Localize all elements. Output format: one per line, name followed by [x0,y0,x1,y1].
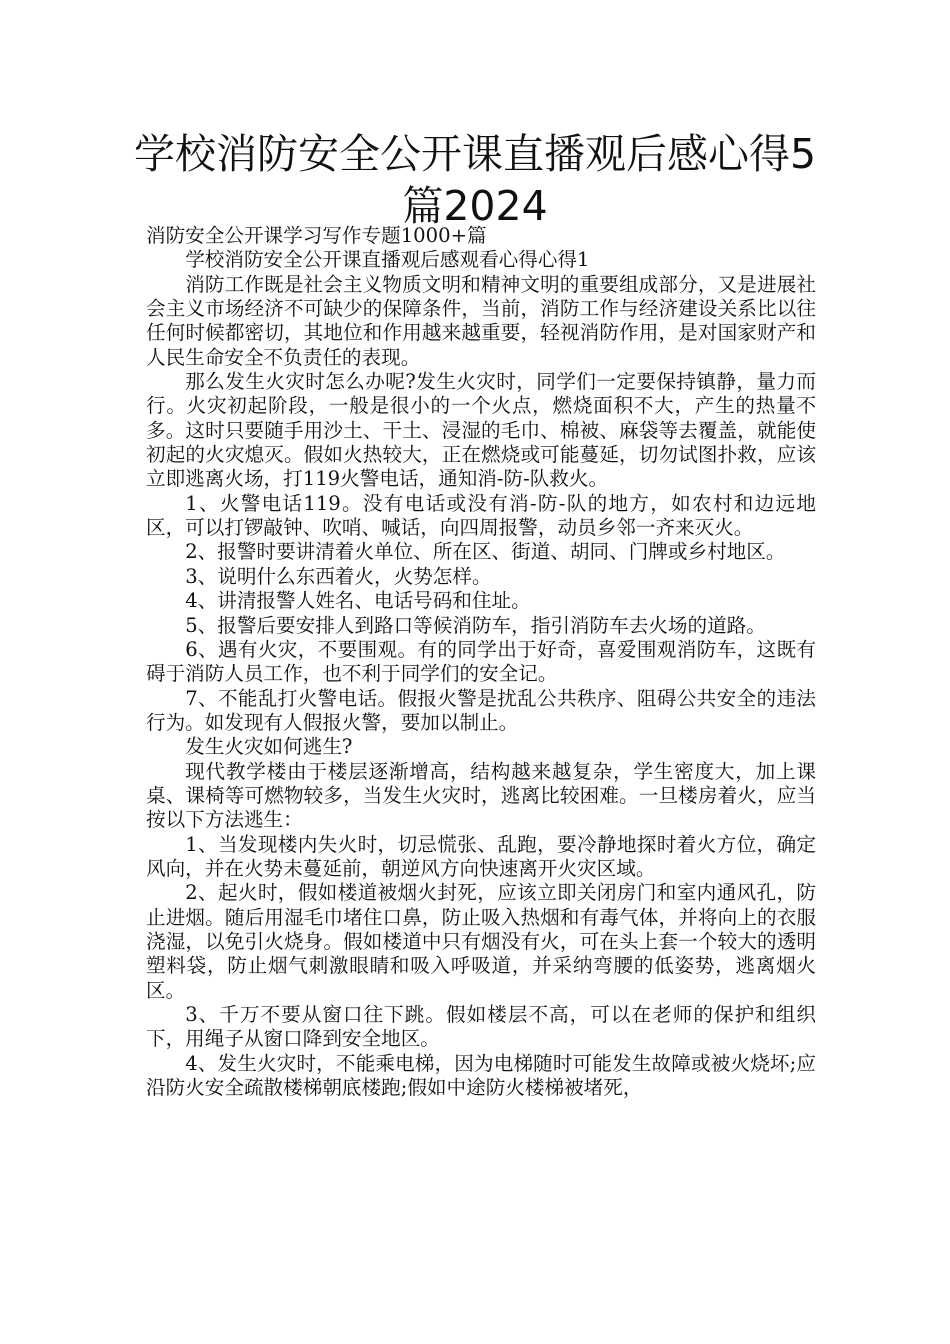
paragraph: 4、发生火灾时，不能乘电梯，因为电梯随时可能发生故障或被火烧坏;应沿防火安全疏散楼梯朝底楼跑;假如中途防火楼梯被堵死， [146,1051,816,1100]
paragraph: 消防工作既是社会主义物质文明和精神文明的重要组成部分，又是进展社会主义市场经济不可缺少的保障条件，当前，消防工作与经济建设关系比以往任何时候都密切，其地位和作用越来越重要，轻视消防作用，是对国家财产和人民生命安全不负责任的表现。 [146,272,816,369]
paragraph: 2、报警时要讲清着火单位、所在区、街道、胡同、门牌或乡村地区。 [185,540,786,564]
paragraph: 1、当发现楼内失火时，切忌慌张、乱跑，要冷静地探时着火方位，确定风向，并在火势未蔓延前，朝逆风方向快速离开火灾区域。 [146,832,816,880]
paragraph: 发生火灾如何逃生? [185,735,353,759]
paragraph: 3、说明什么东西着火，火势怎样。 [185,564,492,588]
paragraph: 3、千万不要从窗口往下跳。假如楼层不高，可以在老师的保护和组织下，用绳子从窗口降到安全地区。 [146,1003,816,1051]
document-title: 学校消防安全公开课直播观后感心得5篇2024 [133,130,817,230]
subtitle: 消防安全公开课学习写作专题1000+篇 [146,224,487,247]
paragraph: 7、不能乱打火警电话。假报火警是扰乱公共秩序、阻碍公共安全的违法行为。如发现有人假报火警，要加以制止。 [146,686,816,734]
paragraph: 2、起火时，假如楼道被烟火封死，应该立即关闭房门和室内通风孔，防止进烟。随后用湿毛巾堵住口鼻，防止吸入热烟和有毒气体，并将向上的衣服浇湿，以免引火烧身。假如楼道中只有烟没有火，可在头上套一个较大的透明塑料袋，防止烟气刺激眼睛和吸入呼吸道，并采纳弯腰的低姿势，逃离烟火区。 [146,881,816,1002]
paragraph: 1、火警电话119。没有电话或没有消-防-队的地方，如农村和边远地区，可以打锣敲钟、吹哨、喊话，向四周报警，动员乡邻一齐来灭火。 [146,491,816,540]
paragraph: 5、报警后要安排人到路口等候消防车，指引消防车去火场的道路。 [185,613,766,637]
document-body [146,224,816,1100]
paragraph: 4、讲清报警人姓名、电话号码和住址。 [185,589,531,613]
paragraph: 学校消防安全公开课直播观后感观看心得心得1 [185,248,590,272]
paragraph: 6、遇有火灾，不要围观。有的同学出于好奇，喜爱围观消防车，这既有碍于消防人员工作，也不利于同学们的安全记。 [146,637,816,686]
paragraph: 那么发生火灾时怎么办呢?发生火灾时，同学们一定要保持镇静，量力而行。火灾初起阶段，一般是很小的一个火点，燃烧面积不大，产生的热量不多。这时只要随手用沙土、干土、浸湿的毛巾、棉被、麻袋等去覆盖，就能使初起的火灾熄灭。假如火热较大，正在燃烧或可能蔓延，切勿试图扑救，应该立即逃离火场，打119火警电话，通知消-防-队救火。 [146,370,816,491]
paragraph: 现代教学楼由于楼层逐渐增高，结构越来越复杂，学生密度大，加上课桌、课椅等可燃物较多，当发生火灾时，逃离比较困难。一旦楼房着火，应当按以下方法逃生： [146,759,816,832]
